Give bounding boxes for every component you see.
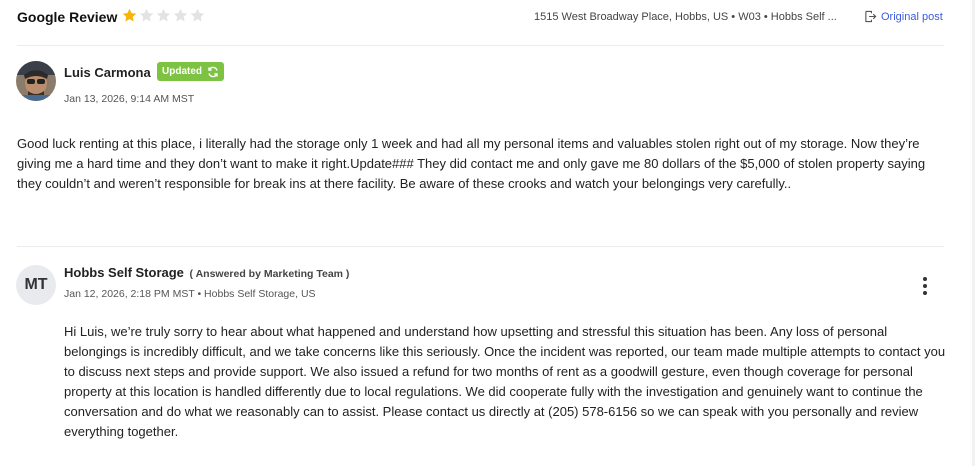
answered-by-label: ( Answered by Marketing Team ) <box>189 268 350 280</box>
star-icon <box>172 7 189 24</box>
external-post-icon <box>864 10 877 23</box>
more-vertical-icon[interactable] <box>916 275 934 297</box>
reply-meta: Jan 12, 2026, 2:18 PM MST • Hobbs Self Storage, US <box>64 288 316 300</box>
review-date: Jan 13, 2026, 9:14 AM MST <box>64 93 195 105</box>
updated-badge <box>157 62 224 81</box>
platform-title: Google Review <box>17 9 118 25</box>
location-text: 1515 West Broadway Place, Hobbs, US • W03 • Hobbs Self ... <box>534 11 837 23</box>
star-icon <box>155 7 172 24</box>
original-post-label: Original post <box>881 10 943 23</box>
avatar: MT <box>16 265 56 305</box>
divider <box>17 246 944 247</box>
reply-text: Hi Luis, we’re truly sorry to hear about what happened and understand how upsetting and stressful this situation has been. Any loss of personal belongings is incredibly difficult, and we take concerns like this seriously. Once the incident was reported, our team made multiple attempts to contact you to discuss next steps and provide support. We also issued a refund for two months of rent as a goodwill gesture, even though coverage for personal property at this location is handled differently due to local regulations. We did cooperate fully with the investigation and genuinely want to continue the conversation and do what we reasonably can to assist. Please contact us directly at (205) 578-6156 so we can speak with you personally and review everything together. <box>64 324 946 439</box>
reviewer-name: Luis Carmona <box>64 65 151 80</box>
original-post-link[interactable] <box>864 10 943 23</box>
star-icon <box>121 7 138 24</box>
updated-badge-label: Updated <box>162 66 202 77</box>
avatar <box>16 61 56 101</box>
reply-author <box>64 265 349 280</box>
star-icon <box>189 7 206 24</box>
review-text: Good luck renting at this place, i literally had the storage only 1 week and had all my personal items and valuables stolen right out of my storage. Now they’re giving me a hard time and they don’t want to make it right.Update### They did contact me and only gave me 80 dollars of the $5,000 of stolen property saying they couldn’t and weren’t responsible for break ins at there facility. Be aware of these crooks and watch your belongings very carefully.. <box>17 136 926 191</box>
refresh-icon <box>206 65 220 79</box>
divider <box>17 45 944 46</box>
review-header <box>0 0 975 36</box>
star-rating <box>121 7 206 24</box>
star-icon <box>138 7 155 24</box>
reply-author-name: Hobbs Self Storage <box>64 265 184 280</box>
